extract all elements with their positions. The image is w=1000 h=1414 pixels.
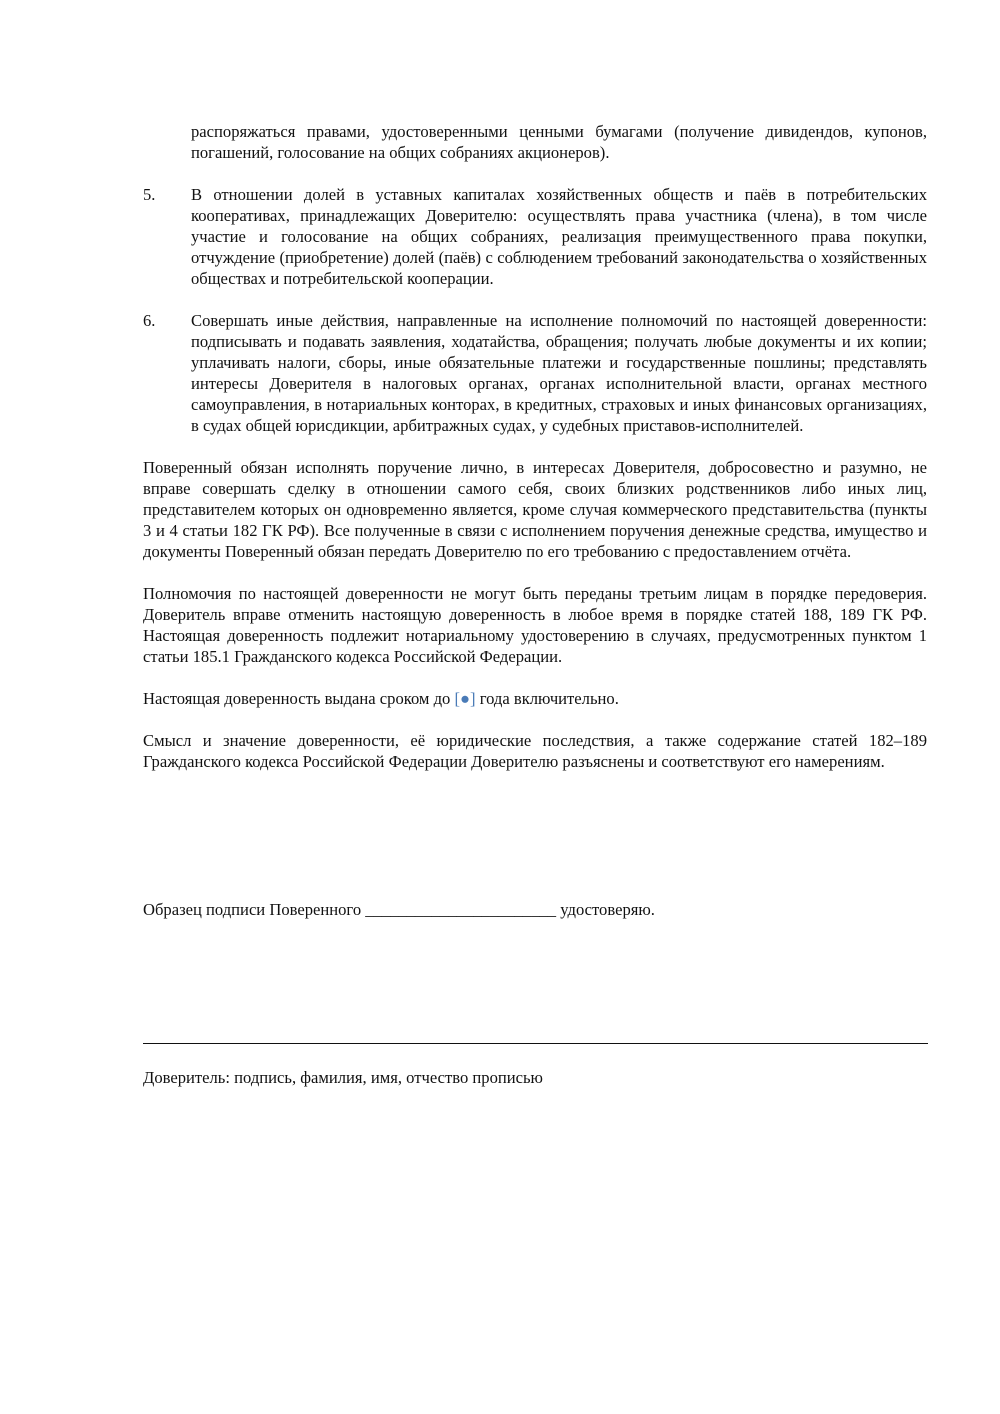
term-date-placeholder: [●] (454, 689, 476, 708)
duties-paragraph: Поверенный обязан исполнять поручение лично, в интересах Доверителя, добросовестно и разумно, не вправе совершать сделку в отношении самого себя, своих близких родственников либо иных лиц, представителем которых он одновременно является, кроме случая коммерческого представительства (пункты 3 и 4 статьи 182 ГК РФ). Все полученные в связи с исполнением поручения денежные средства, имущество и документы Поверенный обязан передать Доверителю по его требованию с предоставлением отчёта. (143, 458, 927, 561)
list-item-text: В отношении долей в уставных капиталах хозяйственных обществ и паёв в потребительских кооперативах, принадлежащих Доверителю: осуществлять права участника (члена), в том числе участие и голосование на общих собраниях, реализация преимущественного права покупки, отчуждение (приобретение) долей (паёв) с соблюдением требований законодательства о хозяйственных обществах и потребительской кооперации. (191, 185, 927, 288)
meaning-paragraph: Смысл и значение доверенности, её юридические последствия, а также содержание статей 182–189 Гражданского кодекса Российской Федерации Доверителю разъяснены и соответствуют его намерениям. (143, 731, 927, 771)
list-item-text: Совершать иные действия, направленные на исполнение полномочий по настоящей доверенности: подписывать и подавать заявления, ходатайства, обращения; получать любые документы и их копии; уплачивать налоги, сборы, иные обязательные платежи и государственные пошлины; представлять интересы Доверителя в налоговых органах, органах исполнительной власти, органах местного самоуправления, в нотариальных конторах, в кредитных, страховых и иных финансовых организациях, в судах общей юрисдикции, арбитражных судах, у судебных приставов-исполнителей. (191, 311, 927, 435)
document-body (143, 121, 927, 772)
term-paragraph (143, 688, 927, 709)
list-item-5 (143, 184, 927, 289)
list-item-number: 6. (143, 311, 156, 330)
list-item-number: 5. (143, 185, 156, 204)
list-item-6 (143, 310, 927, 436)
signature-rule (143, 1043, 928, 1044)
signature-caption: Доверитель: подпись, фамилия, имя, отчество прописью (143, 1068, 543, 1087)
powers-paragraph: Полномочия по настоящей доверенности не могут быть переданы третьим лицам в порядке передоверия. Доверитель вправе отменить настоящую доверенность в любое время в порядке статей 188, 189 ГК РФ. Настоящая доверенность подлежит нотариальному удостоверению в случаях, предусмотренных пунктом 1 статьи 185.1 Гражданского кодекса Российской Федерации. (143, 584, 927, 666)
term-text-after: года включительно. (475, 689, 619, 708)
term-text-before: Настоящая доверенность выдана сроком до (143, 689, 455, 708)
signature-sample-line: Образец подписи Поверенного _______________________ удостоверяю. (143, 900, 655, 919)
continuation-paragraph: распоряжаться правами, удостоверенными ценными бумагами (получение дивидендов, купонов, погашений, голосование на общих собраниях акционеров). (191, 122, 927, 162)
